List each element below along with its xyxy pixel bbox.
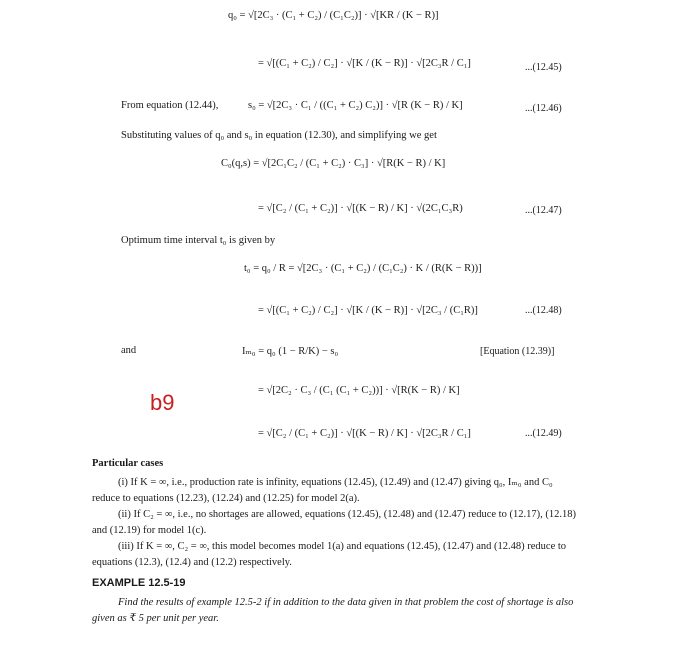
equation-12-45 (258, 58, 471, 69)
equation-rhs: √[C₂ / (C₁ + C₂)] · √[(K − R) / K] · √(2C₁C₃R) (266, 203, 463, 214)
equation-rhs: √[2C₃ · (C₁ + C₂) / (C₁C₂) · K / (R(K − R))] (297, 263, 482, 274)
substituting-text: Substituting values of q₀ and s₀ in equation (12.30), and simplifying we get (121, 130, 437, 141)
equation-rhs: √[(C₁ + C₂) / C₂] · √[K / (K − R)] · √[2C₃R / C₁] (266, 58, 471, 69)
equation-number: ...(12.45) (525, 62, 562, 73)
equation-lhs: = (258, 385, 264, 396)
equation-rhs: q₀ (1 − R/K) − s₀ (266, 346, 339, 357)
equation-lhs: = (258, 203, 264, 214)
equation-number: ...(12.46) (525, 103, 562, 114)
equation-lhs: t₀ = q₀ / R = (244, 263, 295, 274)
equation-cost (221, 158, 445, 169)
equation-rhs: √[2C₁C₂ / (C₁ + C₂) · C₃] · √[R(K − R) / K] (261, 158, 446, 169)
equation-number: [Equation (12.39)] (480, 346, 555, 357)
equation-lhs: q₀ = (228, 10, 246, 21)
equation-im0 (242, 345, 338, 357)
equation-number: ...(12.47) (525, 205, 562, 216)
equation-lhs: C₀(q,s) = (221, 158, 260, 169)
equation-12-48 (258, 305, 478, 316)
equation-12-49 (258, 428, 471, 439)
equation-rhs: √[(C₁ + C₂) / C₂] · √[K / (K − R)] · √[2C₃ / (C₁R)] (266, 305, 478, 316)
optimum-text: Optimum time interval t₀ is given by (121, 235, 276, 246)
equation-im0-expanded (258, 385, 460, 396)
equation-lhs: = (258, 58, 264, 69)
equation-lhs: s₀ = (248, 100, 265, 111)
equation-12-46 (248, 100, 463, 111)
equation-number: ...(12.49) (525, 428, 562, 439)
equation-lhs: Iₘ₀ = (242, 346, 265, 357)
equation-q0 (228, 10, 439, 21)
equation-rhs: √[C₂ / (C₁ + C₂)] · √[(K − R) / K] · √[2C₃R / C₁] (266, 428, 471, 439)
equation-intro: and (121, 345, 137, 356)
equation-rhs: √[2C₃ · (C₁ + C₂) / (C₁C₂)] · √[KR / (K − R)] (248, 10, 439, 21)
equation-intro: From equation (12.44), (121, 100, 219, 111)
equation-12-47 (258, 203, 463, 214)
equation-number: ...(12.48) (525, 305, 562, 316)
case-ii-paragraph: (ii) If C₂ = ∞, i.e., no shortages are allowed, equations (12.45), (12.48) and (12.47) reduce to (12.17), (12.18) and (12.19) for model 1(c). (92, 509, 576, 536)
particular-cases-heading: Particular cases (92, 458, 164, 469)
equation-rhs: √[2C₂ · C₃ / (C₁ (C₁ + C₂))] · √[R(K − R) / K] (266, 385, 460, 396)
equation-t0 (244, 263, 482, 274)
equation-lhs: = (258, 305, 264, 316)
example-heading: EXAMPLE 12.5-19 (92, 577, 186, 589)
case-i-paragraph: (i) If K = ∞, i.e., production rate is infinity, equations (12.45), (12.49) and (12.47) giving q₀, Iₘ₀ and C₀ reduce to equations (12.23), (12.24) and (12.25) for model 2(a). (92, 477, 553, 504)
example-body: Find the results of example 12.5-2 if in addition to the data given in that problem the cost of shortage is also given as ₹ 5 per unit per year. (92, 597, 574, 624)
handwritten-annotation: b9 (150, 390, 175, 415)
equation-lhs: = (258, 428, 264, 439)
case-iii-paragraph: (iii) If K = ∞, C₂ = ∞, this model becomes model 1(a) and equations (12.45), (12.47) and (12.48) reduce to equations (12.3), (12.4) and (12.2) respectively. (92, 541, 567, 568)
equation-rhs: √[2C₃ · C₁ / ((C₁ + C₂) C₂)] · √[R (K − R) / K] (266, 100, 463, 111)
